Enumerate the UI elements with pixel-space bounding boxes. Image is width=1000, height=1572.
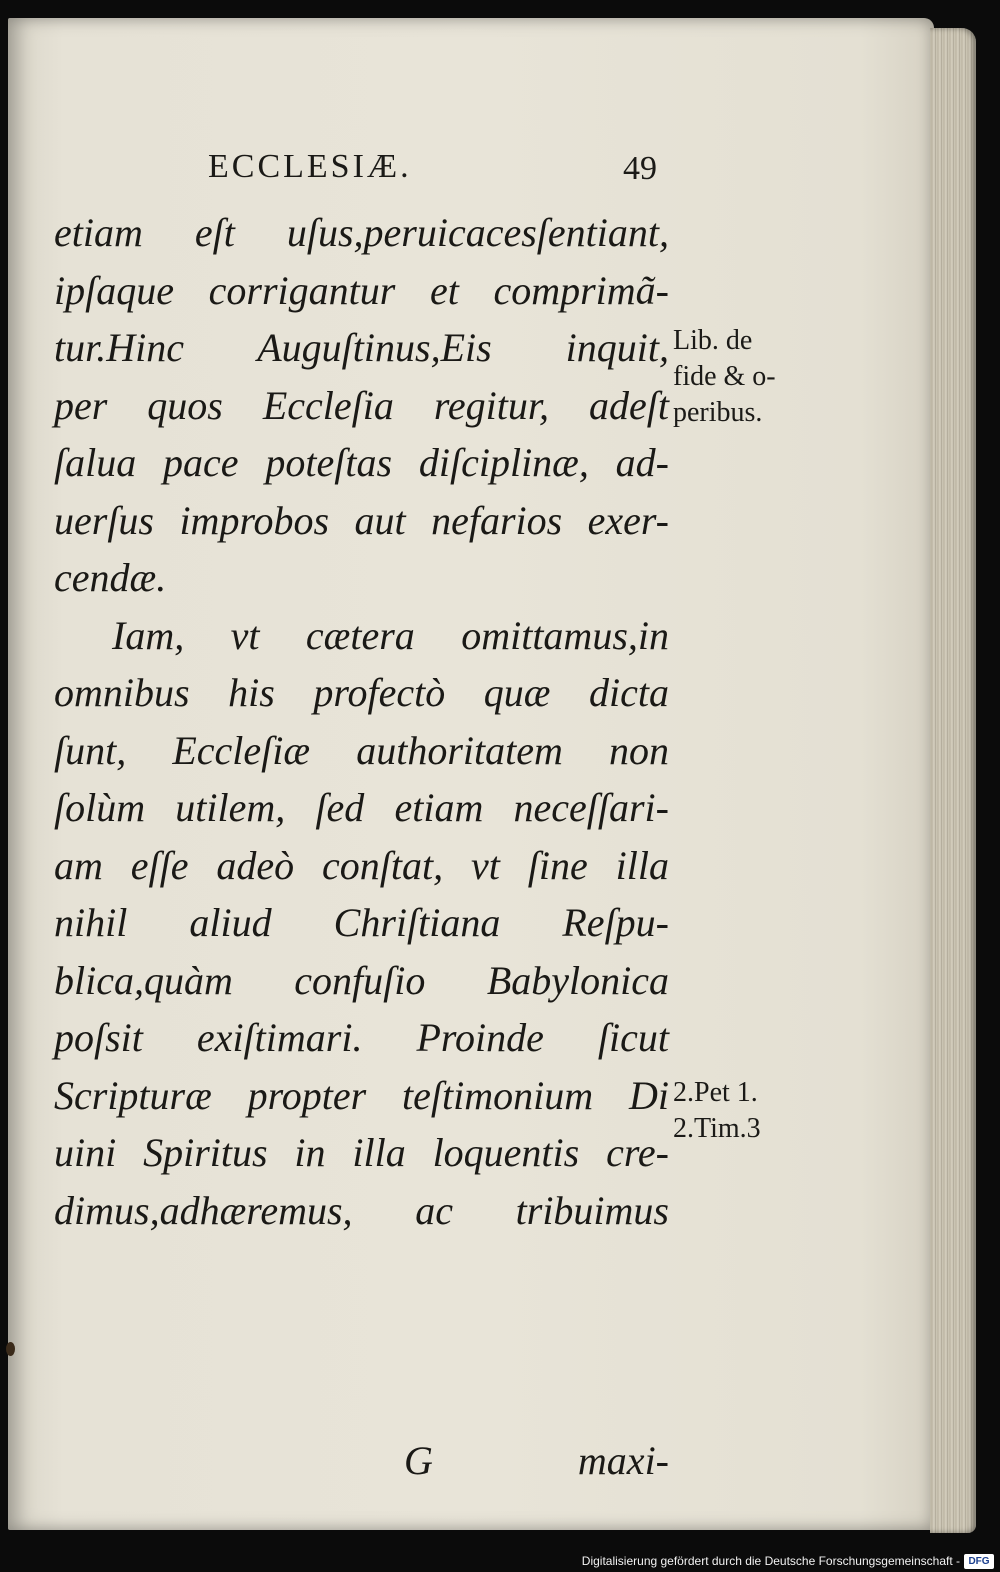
margin-note-line: 2.Tim.3 (673, 1113, 761, 1144)
signature-mark: G (404, 1438, 433, 1483)
text-line: Scripturæ propter teſtimonium Di (54, 1072, 669, 1118)
margin-note-line: fide & o- (673, 361, 776, 392)
text-line: Iam, vt cætera omittamus,in (112, 612, 669, 658)
margin-note-line: 2.Pet 1. (673, 1077, 758, 1108)
book-page (8, 18, 934, 1530)
catch-line (54, 1432, 669, 1489)
text-line: uini Spiritus in illa loquentis cre- (54, 1130, 669, 1175)
text-line: tur.Hinc Auguſtinus,Eis inquit, (54, 325, 669, 370)
footer-bar (0, 1552, 1000, 1572)
text-line: blica,quàm confuſio Babylonica (54, 957, 669, 1003)
margin-note-scripture (673, 1075, 761, 1147)
body-text (54, 204, 669, 1483)
text-line: ſunt, Eccleſiæ authoritatem non (54, 727, 669, 773)
page-number: 49 (623, 150, 657, 187)
text-line: ipſaque corrigantur et comprimã- (54, 267, 669, 313)
text-line: ſalua pace poteſtas diſciplinæ, ad- (54, 440, 669, 485)
text-line: am eſſe adeò conſtat, vt ſine illa (54, 842, 669, 888)
running-head: ECCLESIÆ. (208, 148, 412, 185)
ink-spot (6, 1342, 15, 1356)
margin-note-line: Lib. de (673, 325, 753, 356)
page-header (208, 148, 668, 198)
text-line: per quos Eccleſia regitur, adeſt (54, 382, 669, 428)
margin-note-line: peribus. (673, 397, 763, 428)
funding-credit: Digitalisierung gefördert durch die Deutsche Forschungsgemeinschaft - (581, 1554, 960, 1568)
dfg-logo-icon: DFG (964, 1554, 994, 1569)
text-line: omnibus his profectò quæ dicta (54, 670, 669, 715)
margin-note-reference (673, 323, 776, 431)
text-line: dimus,adhæremus, ac tribuimus (54, 1187, 669, 1233)
catchword: maxi- (577, 1438, 669, 1483)
text-line: poſsit exiſtimari. Proinde ſicut (54, 1015, 669, 1060)
page-edges (930, 28, 976, 1533)
text-line: cendæ. (54, 555, 167, 600)
text-line: ſolùm utilem, ſed etiam neceſſari- (54, 785, 669, 830)
text-line: nihil aliud Chriſtiana Reſpu- (54, 900, 669, 945)
text-line: etiam eſt uſus,peruicacesſentiant, (54, 210, 669, 255)
text-line: uerſus improbos aut nefarios exer- (54, 497, 669, 543)
